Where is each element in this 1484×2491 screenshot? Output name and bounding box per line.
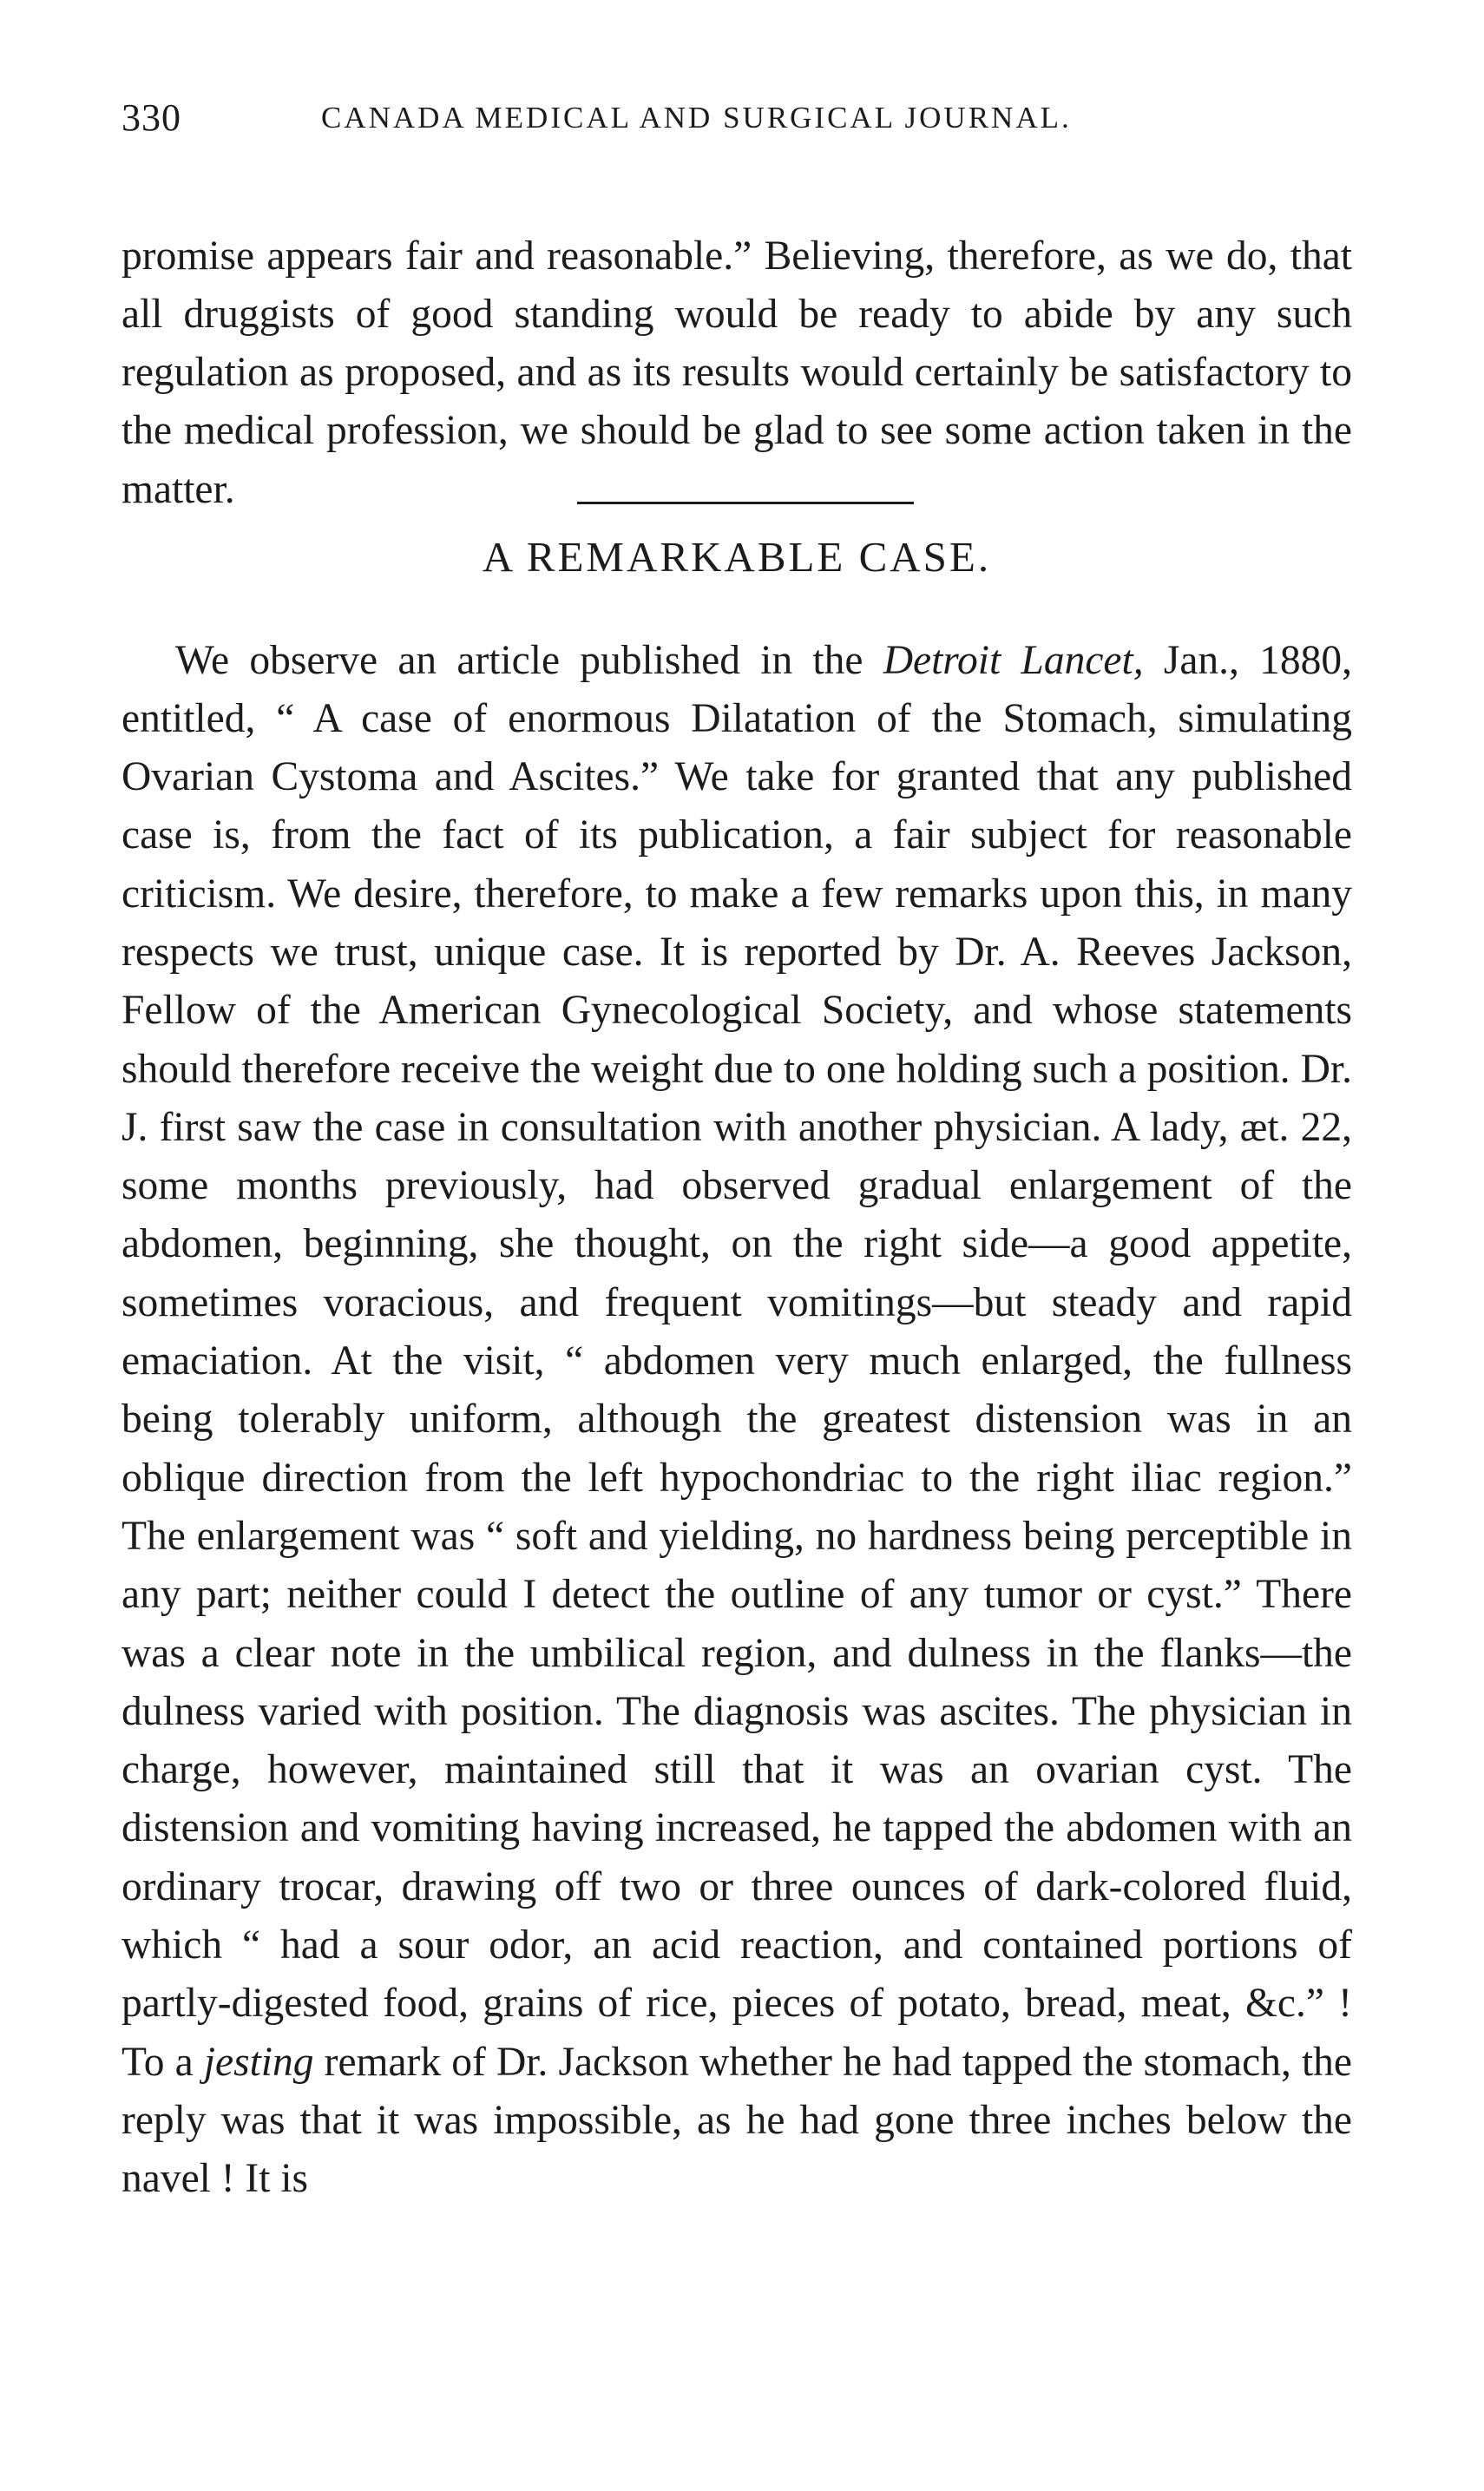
- journal-title: Detroit Lancet,: [883, 637, 1144, 683]
- paragraph-ending: remark of Dr. Jackson whether he had tapped the stomach, the reply was that it was impossible, as he had gone three inches below the navel ! It is: [121, 2039, 1353, 2202]
- paragraph-remarkable-case: [121, 632, 1352, 2209]
- jesting-word: jesting: [203, 2039, 314, 2085]
- running-head: CANADA MEDICAL AND SURGICAL JOURNAL.: [321, 101, 1072, 135]
- paragraph-intro: We observe an article published in the: [175, 637, 863, 683]
- paragraph-body: Jan., 1880, entitled, “ A case of enormous Dilatation of the Stomach, simulating Ovarian Cystoma and Ascites.” We take for granted that any published case is, from the fact of its publication, a fair subject for reasonable criticism. We desire, therefore, to make a few remarks upon this, in many respects we trust, unique case. It is reported by Dr. A. Reeves Jackson, Fellow of the American Gynecological Society, and whose statements should therefore receive the weight due to one holding such a position. Dr. J. first saw the case in consultation with another physician. A lady, æt. 22, some months previously, had observed gradual enlargement of the abdomen, beginning, she thought, on the right side—a good appetite, sometimes voracious, and frequent vomitings—but steady and rapid emaciation. At the visit, “ abdomen very much enlarged, the fullness being tolerably uniform, although the greatest distension was in an oblique direction from the left hypochondriac to the right iliac region.” The enlargement was “ soft and yielding, no hardness being perceptible in any part; neither could I detect the outline of any tumor or cyst.” There was a clear note in the umbilical region, and dulness in the flanks—the dulness varied with position. The diagnosis was ascites. The physician in charge, however, maintained still that it was an ovarian cyst. The distension and vomiting having increased, he tapped the abdomen with an ordinary trocar, drawing off two or three ounces of dark-colored fluid, which “ had a sour odor, an acid reaction, and contained portions of partly-digested food, grains of rice, pieces of potato, bread, meat, &c.” ! To a: [121, 637, 1353, 2085]
- section-heading: A REMARKABLE CASE.: [482, 533, 992, 581]
- section-divider-rule: [577, 502, 914, 504]
- page-number: 330: [121, 96, 181, 139]
- page-header: [121, 95, 1354, 148]
- paragraph-continuation: promise appears fair and reasonable.” Believing, therefore, as we do, that all druggists of good standing would be ready to abide by any such regulation as proposed, and as its results would certainly be satisfactory to the medical profession, we should be glad to see some action taken in the matter.: [121, 233, 1352, 512]
